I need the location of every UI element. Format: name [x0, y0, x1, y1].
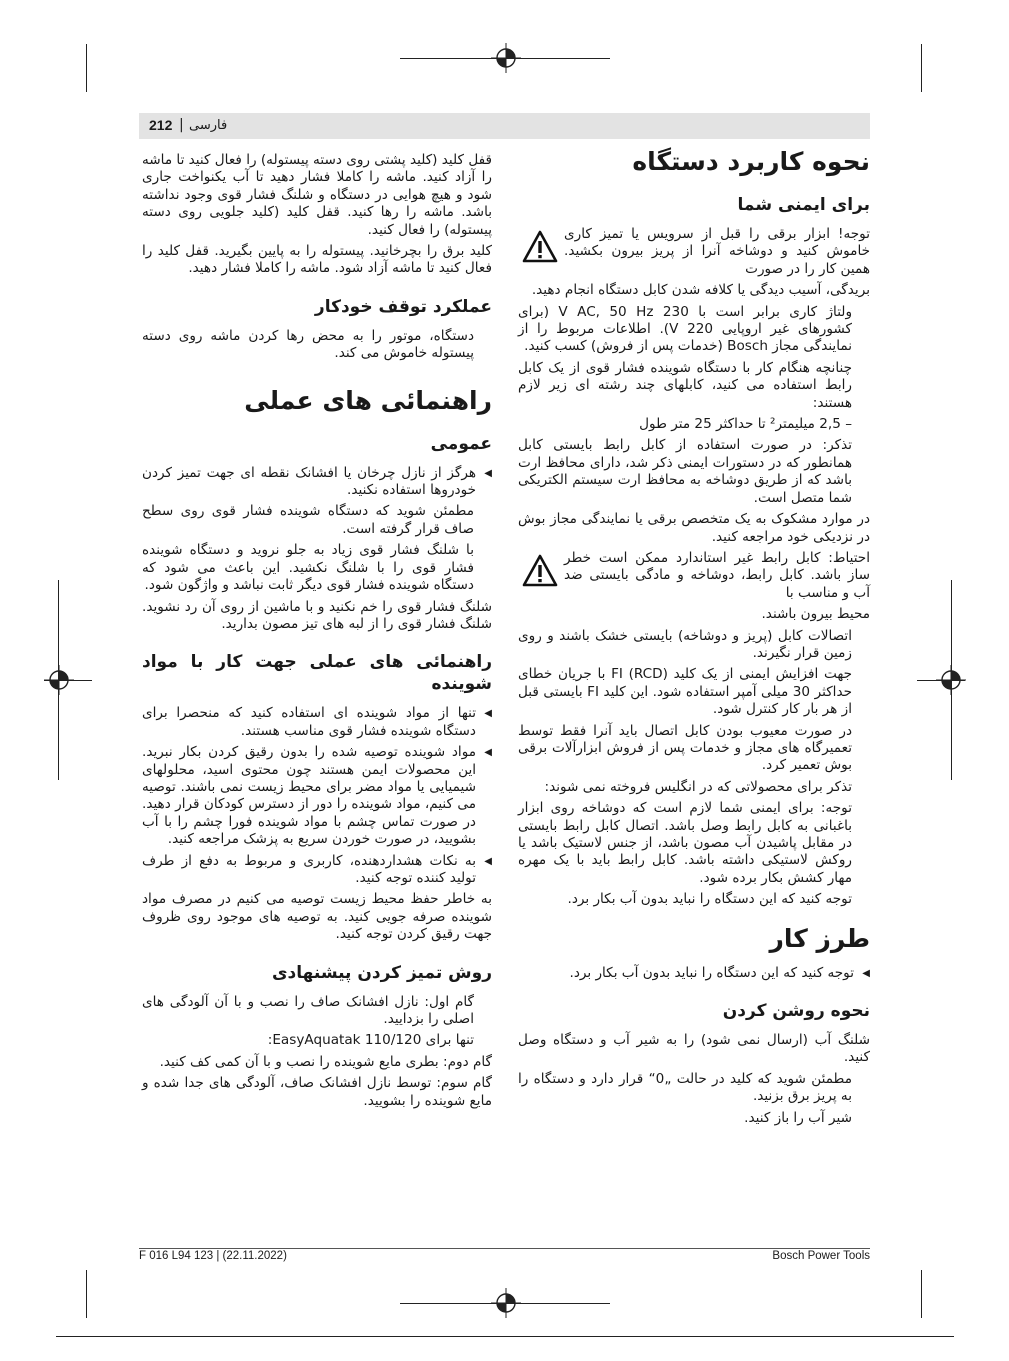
heading-auto-stop: عملکرد توقف خودکار [314, 296, 492, 317]
crop-mark-top-right [921, 44, 922, 92]
list-item [518, 965, 870, 982]
paragraph-tap: شیر آب را باز کنید. [744, 1109, 852, 1126]
paragraph-voltage: ولتاژ کاری برابر است با 230 V AC, 50 Hz (برای کشورهای غیر اروپایی 220 V). اطلاعات مربوط را از نمایندگی مجاز Bosch (خدمات پس از فروش) کسب کنید. [518, 303, 853, 355]
registration-mark-icon [491, 1288, 521, 1318]
paragraph-note: تذکر: در صورت استفاده از کابل رابط بایستی کابل همانطور که در دستورات ایمنی ذکر شد، دارای محافظ ارت باشد که از طریق دوشاخه به محافظ ارت سیستم الکتریکی شما متصل است. [518, 437, 852, 506]
crop-mark-bottom-line [56, 1336, 954, 1337]
paragraph-step-3: گام سوم: توسط نازل افشانک صاف، آلودگی های جدا شده و مایع شوینده را بشویید. [142, 1075, 492, 1109]
list-item-text: توجه کنید که این دستگاه را نباید بدون آب بکار برد. [569, 964, 854, 981]
crop-mark-bottom-right [921, 1270, 922, 1318]
bullet-triangle-icon: ◀ [862, 967, 870, 979]
caution-text: احتیاط: کابل رابط غیر استاندارد ممکن است خطر ساز باشد. کابل رابط، دوشاخه و مادگی بایستی ضد آب و مناسب با [564, 549, 870, 601]
bullet-triangle-icon: ◀ [484, 467, 492, 479]
registration-mark-icon [491, 43, 521, 73]
right-column [518, 146, 870, 1131]
paragraph-step-only: تنها برای EasyAquatak 110/120: [267, 1032, 474, 1049]
paragraph-hose: شلنگ آب (ارسال نمی شود) را به شیر آب و دستگاه وصل کنید. [518, 1032, 870, 1066]
crop-mark-bottom-left [86, 1270, 87, 1318]
warning-paragraph [518, 226, 870, 278]
bullet-triangle-icon: ◀ [484, 855, 492, 867]
paragraph-rcd: جهت افزایش ایمنی از یک کلید FI (RCD) با جریان خطای حداکثر 30 میلی آمپر استفاده شود. این کلید FI بایستی قبل از هر بار کار کنترل شود. [518, 666, 852, 718]
registration-mark-icon [44, 665, 74, 695]
paragraph-switch: مطمئن شوید که کلید در حالت „0“ قرار دارد و دستگاه را به پریز برق بزنید. [518, 1070, 852, 1105]
list-item [142, 853, 492, 888]
bullet-triangle-icon: ◀ [484, 708, 492, 720]
heading-cleaning: روش تمیز کردن پیشنهادی [271, 962, 492, 983]
paragraph-bend: شلنگ فشار قوی را خم نکنید و با ماشین از روی آن رد نشوید. شلنگ فشار قوی را از لبه های تیز مصون بدارید. [142, 598, 492, 632]
paragraph-connections: اتصالات کابل (پریز و دوشاخه) بایستی خشک باشند و روی زمین قرار نگیرند. [518, 627, 852, 661]
warning-triangle-icon [522, 230, 558, 264]
paragraph-pull: با شلنگ فشار قوی زیاد به جلو نروید و دستگاه شوینده فشار قوی را با شلنگ نکشید. این باعث می شود که دستگاه شوینده فشار قوی دیگر ثابت نباشد و واژگون شود. [142, 542, 474, 594]
paragraph-water: توجه کنید که این دستگاه را نباید بدون آب بکار برد. [567, 891, 852, 908]
paragraph-auto-stop: دستگاه، موتور را به محض رها کردن ماشه روی دسته پیستوله خاموش می کند. [142, 327, 474, 362]
caution-paragraph [518, 550, 870, 602]
bullet-triangle-icon: ◀ [484, 747, 492, 759]
list-item [142, 744, 492, 848]
warning-text: توجه! ابزار برقی را قبل از سرویس یا تمیز کاری خاموش کنید و دوشاخه آنرا از پریز بیرون بکشید. همین کار را در صورت [564, 226, 870, 277]
header-separator: | [179, 117, 184, 133]
paragraph-uk-note: تذکر برای محصولاتی که در انگلیس فروخته نمی شوند: [544, 778, 852, 795]
section-title-usage: نحوه کاربرد دستگاه [632, 147, 870, 176]
list-item-text: مواد شوینده توصیه شده را بدون رقیق کردن بکار نبرید. این محصولات ایمن هستند چون محتوی اسید، محلولهای شیمیایی یا مواد مضر برای محیط زیست نمی باشند. توصیه می کنیم، مواد شوینده را دور از دسترس کودکان قرار دهید. در صورت تماس چشم با مواد شوینده فورا چشم را با آب بشویید، در صورت خوردن سریع به پزشک مراجعه کنید. [142, 744, 476, 848]
paragraph-defect: در صورت معیوب بودن کابل اتصال باید آنرا فقط توسط تعمیرگاه های مجاز و خدمات پس از فروش ابزارآلات برقی بوش تعمیر کرد. [518, 722, 852, 774]
warning-triangle-icon [522, 554, 558, 588]
list-item [142, 705, 492, 740]
paragraph-uk-body: توجه: برای ایمنی شما لازم است که دوشاخه روی ابزار باغبانی به کابل رابط وصل باشد. اتصال کابل رابط بایستی در مقابل پاشیدن آب مصون باشد، از جنس لاستیک باشد یا روکش لاستیکی داشته باشد. کابل رابط باید با یک مهره مهار کشش بکار برده شود. [518, 800, 852, 886]
paragraph-surface: مطمئن شوید که دستگاه شوینده فشار قوی روی سطح صاف قرار گرفته است. [142, 503, 474, 537]
footer-brand: Bosch Power Tools [772, 1250, 870, 1262]
paragraph-extension-cable: چنانچه هنگام کار با دستگاه شوینده فشار قوی از یک کابل رابط استفاده می کنید، کابلهای چند رشته ای زیر لازم هستند: [518, 359, 852, 411]
header-language: فارسی [189, 118, 228, 133]
paragraph-lock-2: کلید برق را بچرخانید. پیستوله را به پایین بگیرید. قفل کلید را فعال کنید تا ماشه آزاد شود. ماشه را کاملا فشار دهید. [142, 243, 492, 277]
page-header [139, 113, 870, 139]
list-item-text: به نکات هشداردهنده، کاربری و مربوط به دفع از طرف تولید کننده توجه کنید. [142, 852, 476, 886]
registration-mark-icon [936, 665, 966, 695]
paragraph-cable-spec: – 2,5 میلیمتر² تا حداکثر 25 متر طول [639, 416, 852, 433]
paragraph-environment: به خاطر حفظ محیط زیست توصیه می کنیم در مصرف مواد شوینده صرفه جویی کنید. به توصیه های موجود روی ظروف جهت رقیق کردن توجه کنید. [142, 891, 492, 943]
warning-text-continued: بریدگی، آسیب دیدگی یا کلافه شدن کابل دستگاه انجام دهید. [531, 282, 870, 299]
heading-safety: برای ایمنی شما [737, 195, 870, 215]
footer-rule [139, 1248, 870, 1249]
paragraph-doubt: در موارد مشکوک به یک متخصص برقی یا نمایندگی مجاز بوش در نزدیکی خود مراجعه کنید. [518, 511, 870, 545]
section-title-operation: طرز کار [769, 923, 870, 953]
caution-text-continued: محیط بیرون باشند. [761, 606, 870, 623]
section-title-practical: راهنمائی های عملی [244, 385, 492, 415]
left-column [142, 152, 492, 1114]
list-item-text: تنها از مواد شوینده ای استفاده کنید که منحصرا برای دستگاه شوینده فشار قوی مناسب هستند. [142, 705, 476, 739]
heading-detergent: راهنمائی های عملی جهت کار با مواد شوینده [142, 652, 492, 695]
page-number: 212 [149, 117, 173, 133]
footer-doc-code: F 016 L94 123 | (22.11.2022) [139, 1250, 287, 1262]
heading-general: عمومی [430, 433, 492, 454]
list-item [142, 465, 492, 500]
paragraph-step-2: گام دوم: بطری مایع شوینده را نصب و با آن کمی کف کنید. [159, 1053, 492, 1070]
heading-switch-on: نحوه روشن کردن [722, 1001, 870, 1022]
paragraph-lock-1: قفل کلید (کلید پشتی روی دسته پیستوله) را فعال کنید تا ماشه را آزاد کنید. ماشه را کاملا فشار دهید تا آب یکنواخت جاری شود و هیچ هوایی در دستگاه و شلنگ فشار قوی وجود نداشته باشد. ماشه را رها کنید. قفل کلید (کلید جلویی روی دسته پیستوله) را فعال کنید. [142, 152, 492, 238]
list-item-text: هرگز از نازل چرخان یا افشانک نقطه ای جهت تمیز کردن خودروها استفاده نکنید. [142, 464, 476, 499]
paragraph-step-1: گام اول: نازل افشانک صاف را نصب و با آن آلودگی های اصلی را بزدایید. [142, 993, 474, 1027]
crop-mark-top-left [86, 44, 87, 92]
